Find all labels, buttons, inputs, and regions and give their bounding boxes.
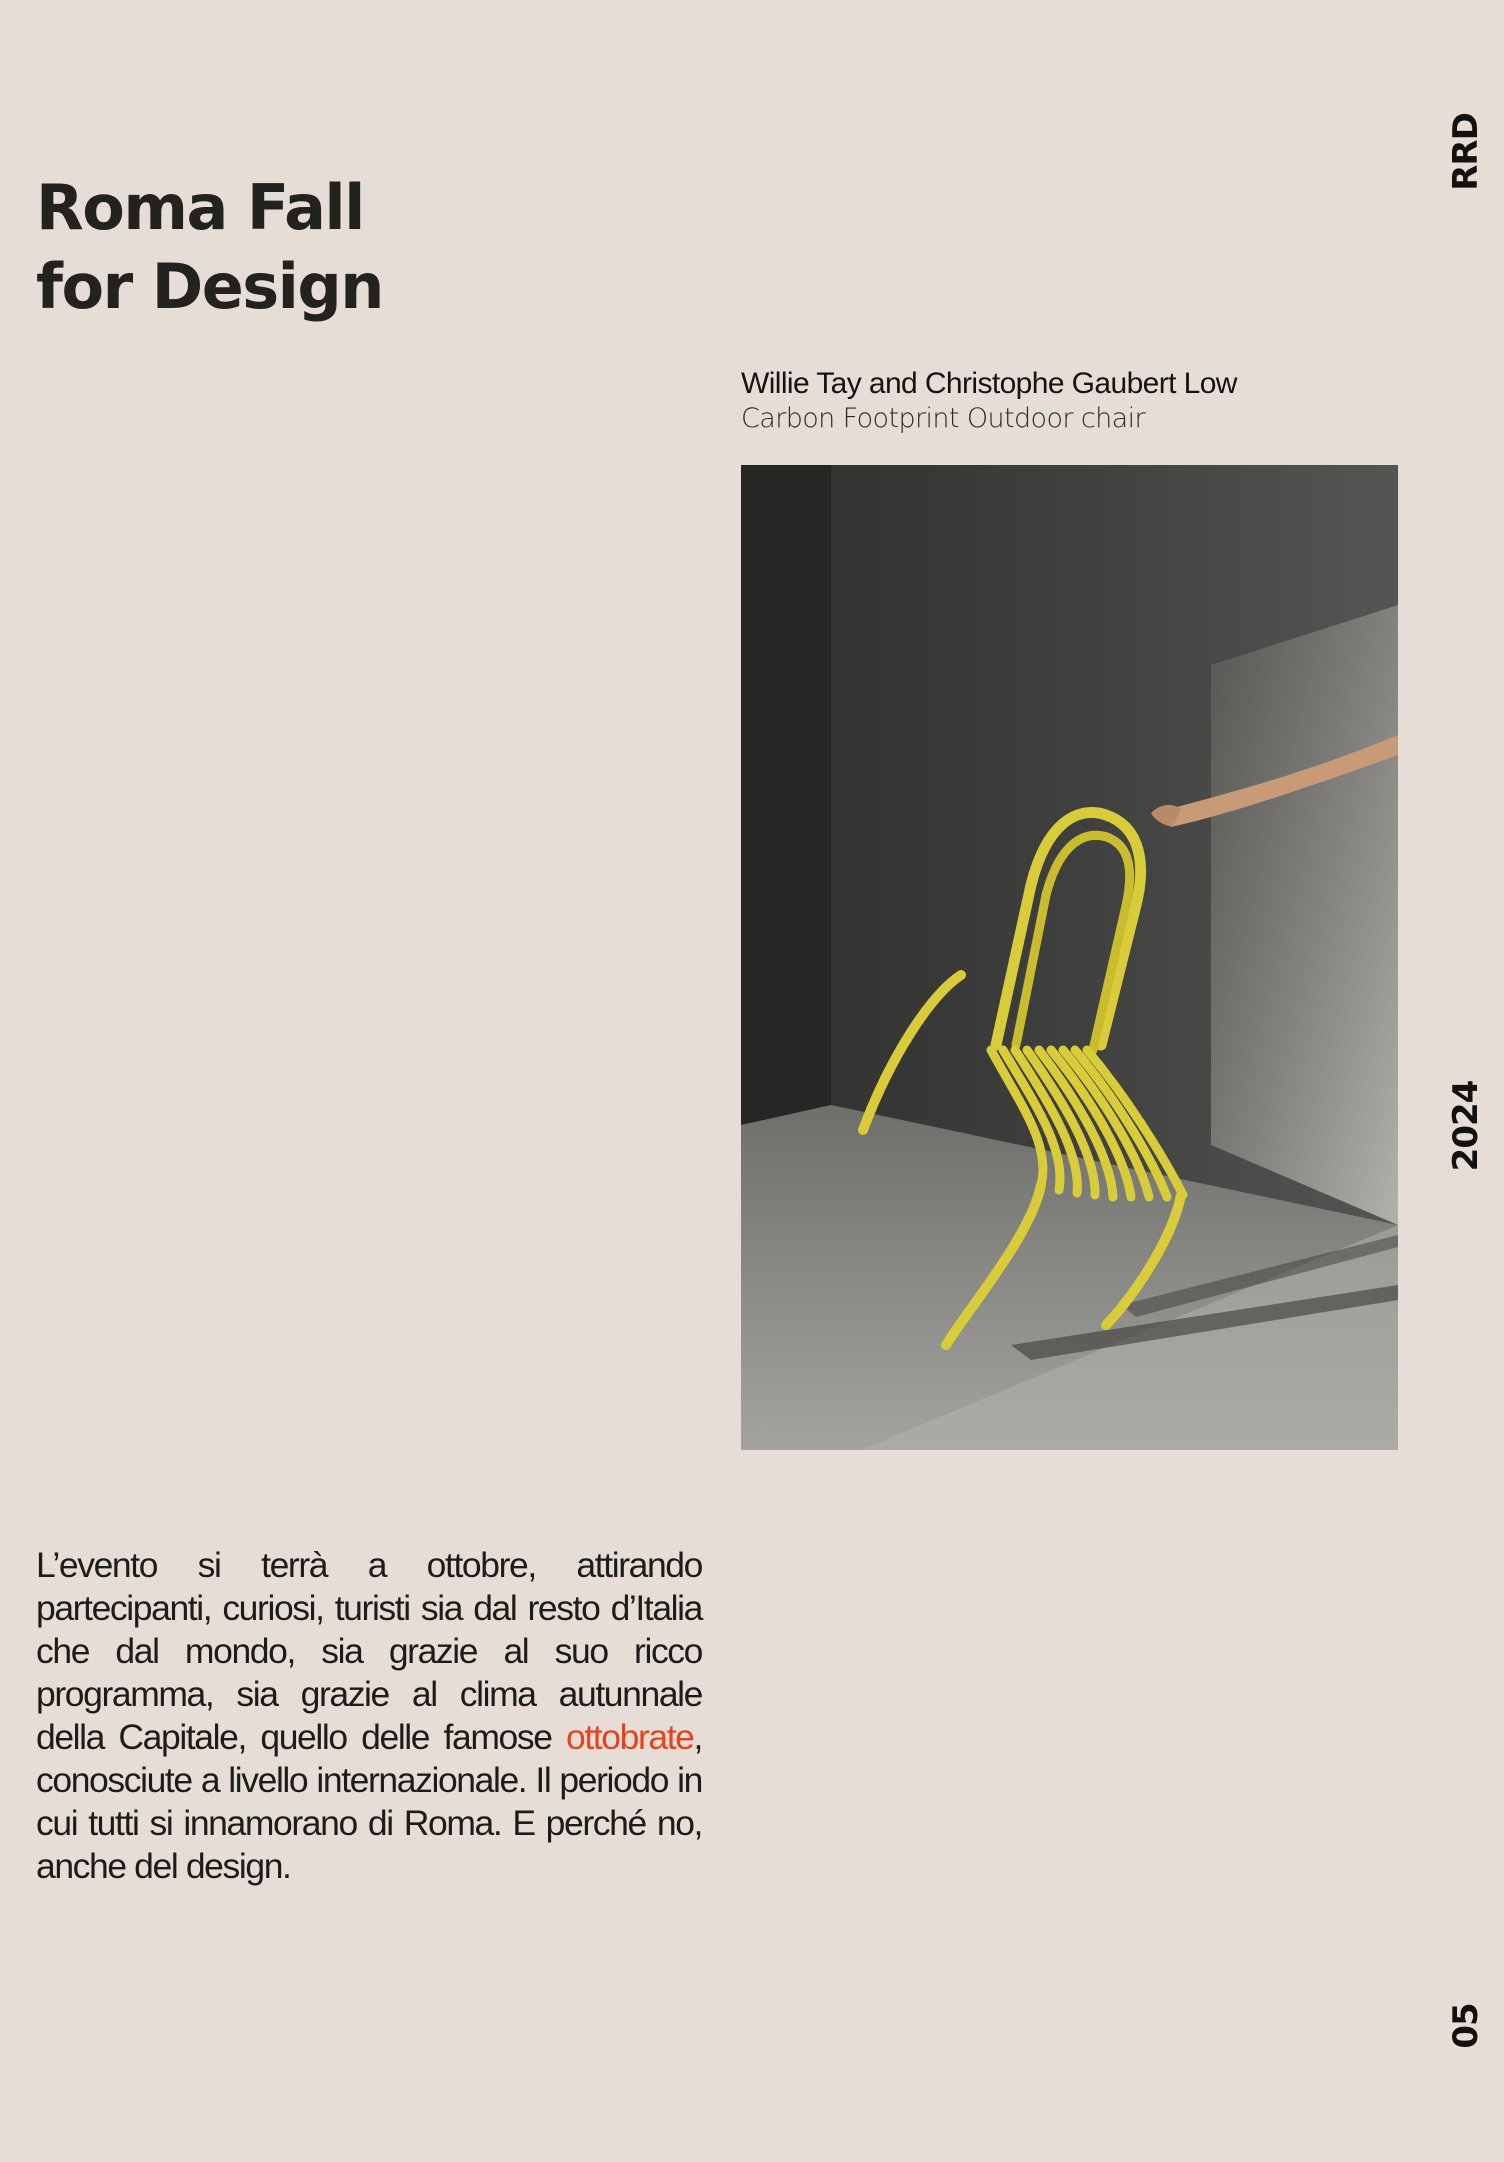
year-label: 2024 xyxy=(1446,1080,1486,1172)
photo-caption xyxy=(741,366,1441,436)
page-number: 05 xyxy=(1446,2003,1486,2049)
body-text-before: L’evento si terrà a ottobre, attirando partecipanti, curiosi, turisti sia dal resto d’Italia che dal mondo, sia grazie al suo ricco programma, sia grazie al clima autunnale della Capitale, quello delle famose xyxy=(36,1545,702,1757)
brand-label: RRD xyxy=(1446,113,1486,191)
page-title xyxy=(36,168,383,326)
chair-photo xyxy=(741,465,1398,1450)
title-line-1: Roma Fall xyxy=(36,171,364,244)
chair-photo-illustration xyxy=(741,465,1398,1450)
body-highlight: ottobrate xyxy=(566,1717,694,1757)
body-paragraph xyxy=(36,1544,702,1888)
title-line-2: for Design xyxy=(36,250,383,323)
body-text-after: , conosciute a livello internazionale. Il periodo in cui tutti si innamorano di Roma. E perché no, anche del design. xyxy=(36,1717,702,1886)
caption-work-title: Carbon Footprint Outdoor chair xyxy=(741,403,1145,434)
caption-author: Willie Tay and Christophe Gaubert Low xyxy=(741,367,1237,400)
